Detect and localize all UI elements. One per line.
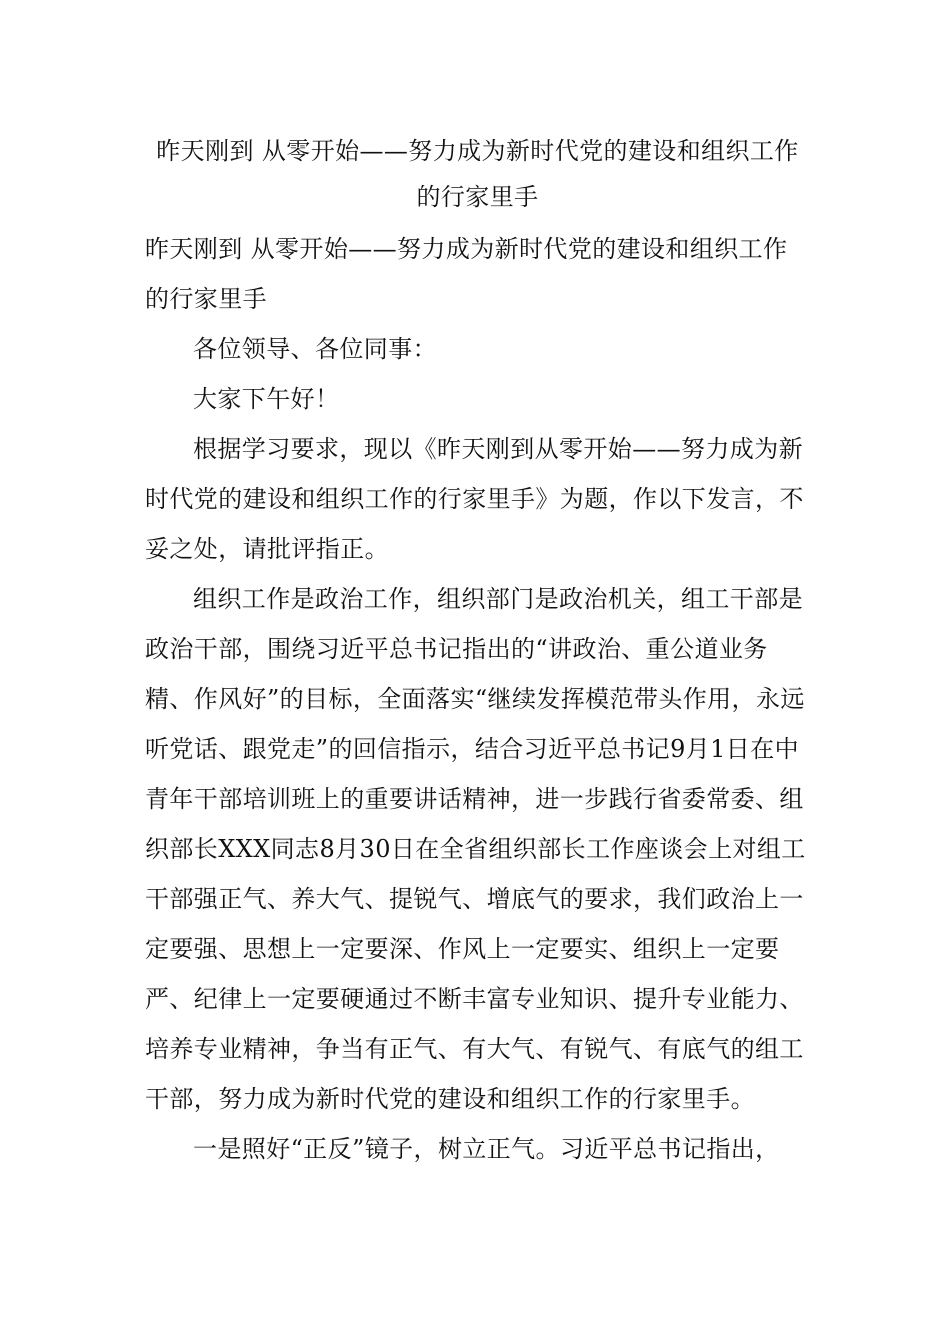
body-paragraph: 组织工作是政治工作，组织部门是政治机关，组工干部是政治干部，围绕习近平总书记指出的“讲政治、重公道业务精、作风好”的目标，全面落实“继续发挥模范带头作用，永远听党话、跟党走”的回信指示，结合习近平总书记9月1日在中青年干部培训班上的重要讲话精神，进一步践行省委常委、组织部长XXX同志8月30日在全省组织部长工作座谈会上对组工干部强正气、养大气、提锐气、增底气的要求，我们政治上一定要强、思想上一定要深、作风上一定要实、组织上一定要严、纪律上一定要硬通过不断丰富专业知识、提升专业能力、培养专业精神，争当有正气、有大气、有锐气、有底气的组工干部，努力成为新时代党的建设和组织工作的行家里手。 xyxy=(145,585,806,1113)
intro-paragraph: 根据学习要求，现以《昨天刚到从零开始——努力成为新时代党的建设和组织工作的行家里手》为题，作以下发言，不妥之处，请批评指正。 xyxy=(145,435,804,563)
section-one-paragraph: 一是照好“正反”镜子，树立正气。习近平总书记指出， xyxy=(193,1135,780,1163)
greeting-paragraph: 大家下午好！ xyxy=(193,385,340,413)
document-body xyxy=(145,128,810,1174)
document-title: 昨天刚到 从零开始——努力成为新时代党的建设和组织工作的行家里手 xyxy=(156,137,799,211)
salutation-paragraph: 各位领导、各位同事： xyxy=(193,335,437,363)
document-subtitle: 昨天刚到 从零开始——努力成为新时代党的建设和组织工作的行家里手 xyxy=(145,235,788,313)
